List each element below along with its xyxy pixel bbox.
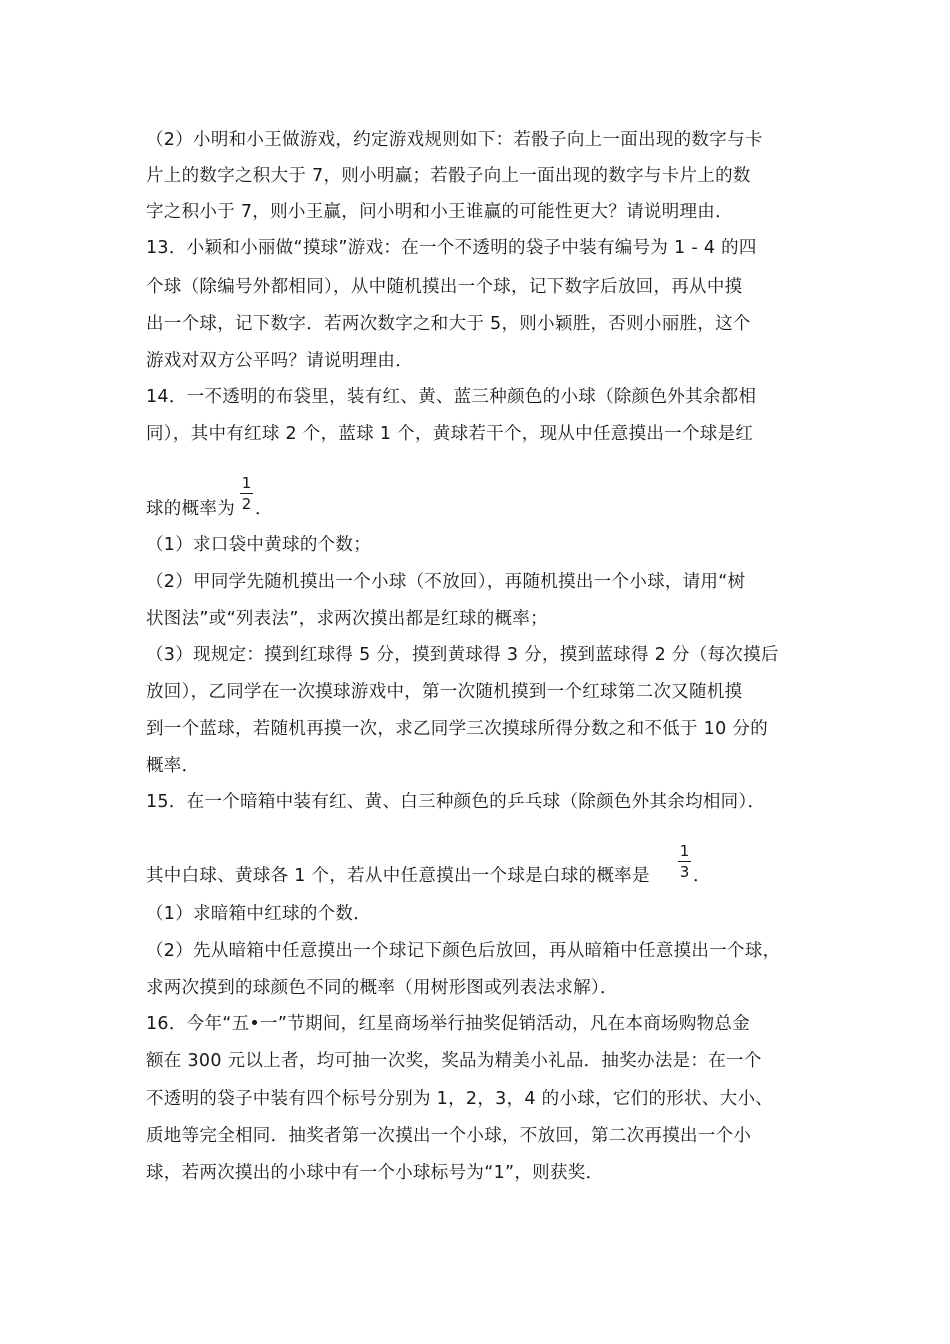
text-line: 其中白球、黄球各 1 个，若从中任意摸出一个球是白球的概率是	[146, 866, 650, 886]
period: ．	[693, 866, 711, 886]
text-line: 球的概率为	[146, 499, 235, 519]
question-13: 13．小颖和小丽做“摸球”游戏：在一个不透明的袋子中装有编号为 1 - 4 的四	[146, 238, 757, 258]
fraction-one-half	[240, 474, 253, 513]
text-line: 质地等完全相同．抽奖者第一次摸出一个小球，不放回，第二次再摸出一个小	[146, 1126, 752, 1146]
text-line: 球，若两次摸出的小球中有一个小球标号为“1”，则获奖．	[146, 1163, 604, 1183]
fraction-denominator: 3	[679, 863, 690, 881]
text-line: 出一个球，记下数字．若两次数字之和大于 5，则小颖胜，否则小丽胜，这个	[146, 314, 751, 334]
question-15: 15．在一个暗箱中装有红、黄、白三种颜色的乒乓球（除颜色外其余均相同）．	[146, 792, 766, 812]
text-line: （2）小明和小王做游戏，约定游戏规则如下：若骰子向上一面出现的数字与卡	[146, 130, 763, 150]
text-line: 游戏对双方公平吗？请说明理由．	[146, 351, 413, 371]
period: ．	[255, 499, 273, 519]
text-line: 片上的数字之积大于 7，则小明赢；若骰子向上一面出现的数字与卡片上的数	[146, 166, 751, 186]
text-line: 概率．	[146, 756, 200, 776]
text-line: 个球（除编号外都相同），从中随机摸出一个球，记下数字后放回，再从中摸	[146, 277, 743, 297]
fraction-denominator: 2	[241, 495, 252, 513]
fraction-numerator: 1	[679, 842, 690, 860]
text-line: （3）现规定：摸到红球得 5 分，摸到黄球得 3 分，摸到蓝球得 2 分（每次摸后	[146, 645, 779, 665]
text-line: 放回），乙同学在一次摸球游戏中，第一次随机摸到一个红球第二次又随机摸	[146, 682, 743, 702]
fraction-bar	[678, 861, 691, 862]
question-16: 16．今年“五•一”节期间，红星商场举行抽奖促销活动，凡在本商场购物总金	[146, 1014, 751, 1034]
text-line: 到一个蓝球，若随机再摸一次，求乙同学三次摸球所得分数之和不低于 10 分的	[146, 719, 768, 739]
text-line: 求两次摸到的球颜色不同的概率（用树形图或列表法求解）．	[146, 978, 618, 998]
text-line: 额在 300 元以上者，均可抽一次奖，奖品为精美小礼品．抽奖办法是：在一个	[146, 1051, 762, 1071]
text-line: （1）求口袋中黄球的个数；	[146, 535, 372, 555]
fraction-numerator: 1	[241, 474, 252, 492]
text-line: （2）先从暗箱中任意摸出一个球记下颜色后放回，再从暗箱中任意摸出一个球，	[146, 941, 781, 961]
fraction-one-third	[678, 842, 691, 881]
text-line: 字之积小于 7，则小王赢，问小明和小王谁赢的可能性更大？请说明理由．	[146, 202, 733, 222]
fraction-bar	[240, 493, 253, 494]
text-line: （1）求暗箱中红球的个数．	[146, 904, 372, 924]
text-line: 状图法”或“列表法”，求两次摸出都是红球的概率；	[146, 609, 548, 629]
text-line: 同），其中有红球 2 个，蓝球 1 个，黄球若干个，现从中任意摸出一个球是红	[146, 424, 754, 444]
text-line: 不透明的袋子中装有四个标号分别为 1，2，3，4 的小球，它们的形状、大小、	[146, 1089, 774, 1109]
question-14: 14．一不透明的布袋里，装有红、黄、蓝三种颜色的小球（除颜色外其余都相	[146, 387, 757, 407]
text-line: （2）甲同学先随机摸出一个小球（不放回），再随机摸出一个小球，请用“树	[146, 572, 746, 592]
